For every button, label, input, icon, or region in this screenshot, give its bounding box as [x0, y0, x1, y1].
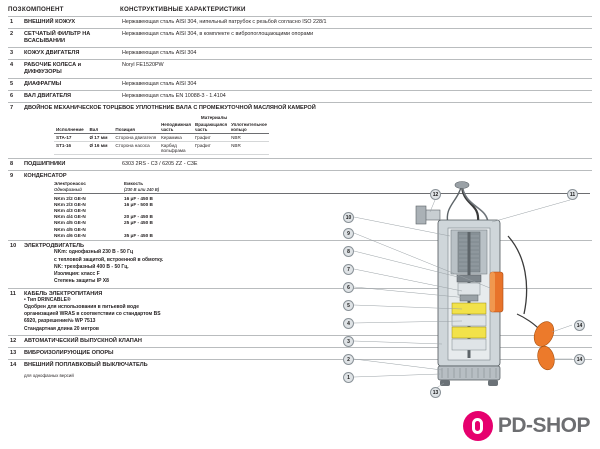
callout-9: 9 [343, 228, 354, 239]
capacitor-value [124, 208, 194, 213]
capacitor-value: 16 μF - 450 B [124, 195, 153, 201]
seal-mat-oring: NBR [229, 142, 269, 155]
seal-head-row-1 [54, 114, 269, 121]
header-pos: ПОЗ. [8, 6, 24, 13]
row-value: Нержавеющая сталь AISI 304 [120, 78, 592, 90]
seal-mat-fixed: Карбид вольфрама [159, 142, 193, 155]
capacitor-model: NKm 4/5 GE-N [54, 226, 86, 232]
row-component: РАБОЧИЕ КОЛЕСА и ДИФФУЗОРЫ [22, 60, 120, 79]
seal-pos: Сторона двигателя [113, 134, 159, 142]
callout-7: 7 [343, 264, 354, 275]
callout-8: 8 [343, 246, 354, 257]
table-row [8, 47, 592, 59]
capacitor-value: 35 μF - 450 B [124, 232, 153, 238]
capacitor-value: 20 μF - 450 B [124, 214, 153, 220]
row-number: 14 [8, 359, 22, 370]
cable-line: • Тип DRINCABLE® [24, 296, 71, 303]
row-component: АВТОМАТИЧЕСКИЙ ВЫПУСКНОЙ КЛАПАН [22, 335, 592, 347]
table-row [8, 60, 592, 79]
seal-col-model: Исполнение [54, 114, 87, 134]
table-row [8, 78, 592, 90]
footnote: для однофазных версий [24, 372, 74, 378]
seal-col-pos: Позиция [113, 114, 159, 134]
row-component: ВИБРОИЗОЛИРУЮЩИЕ ОПОРЫ [22, 347, 592, 359]
brand-logo [463, 411, 590, 441]
table-row [8, 159, 592, 171]
motor-line-label: NK: [54, 263, 63, 270]
motor-line-text: Изоляция: класс F [54, 271, 100, 278]
row-value: Нержавеющая сталь AISI 304 [120, 47, 592, 59]
motor-line-text: с тепловой защитой, встроенной в обмотку. [54, 256, 164, 263]
seal-col-rotating: Вращающаяся часть [195, 122, 228, 132]
cable-line: Стандартная длина 20 метров [24, 325, 99, 332]
callout-14-upper: 14 [574, 320, 585, 331]
motor-line-text: однофазный 230 В - 50 Гц [67, 249, 134, 256]
callout-1: 1 [343, 372, 354, 383]
seal-shaft: Ø 17 мм [87, 134, 113, 142]
header-specs: КОНСТРУКТИВНЫЕ ХАРАКТЕРИСТИКИ [120, 6, 246, 13]
motor-line-text: Степень защиты IP X8 [54, 278, 109, 285]
capacitor-model: NKm 2/3 GE-N [54, 201, 86, 207]
seal-model: STA-17 [54, 134, 87, 142]
pump-drawing [312, 176, 596, 404]
seal-table [54, 114, 269, 155]
callout-11: 11 [567, 189, 578, 200]
capacitor-col-model-sub: Однофазный [54, 187, 82, 193]
seal-col-oring: Уплотнительное кольцо [229, 121, 269, 134]
row-value: Нержавеющая сталь AISI 304, нипельный патрубок с резьбой согласно ISO 228/1 [120, 17, 592, 29]
row-component: ВНЕШНИЙ КОЖУХ [22, 17, 120, 29]
row-number: 10 [8, 241, 22, 288]
capacitor-value: 25 μF - 450 B [124, 220, 153, 226]
capacitor-model: NKm 4/4 GE-N [54, 214, 86, 220]
row-number: 5 [8, 78, 22, 90]
row-number: 8 [8, 159, 22, 171]
callout-12: 12 [430, 189, 441, 200]
row-component: ВАЛ ДВИГАТЕЛЯ [22, 90, 120, 102]
row-number: 2 [8, 29, 22, 48]
capacitor-model: NKm 4/3 GE-N [54, 207, 86, 213]
cable-title: КАБЕЛЬ ЭЛЕКТРОПИТАНИЯ [24, 290, 103, 297]
seal-title: ДВОЙНОЕ МЕХАНИЧЕСКОЕ ТОРЦЕВОЕ УПЛОТНЕНИЕ ВАЛА С ПРОМЕЖУТОЧНОЙ МАСЛЯНОЙ КАМЕРОЙ [24, 105, 316, 111]
seal-row [54, 142, 269, 155]
callout-2: 2 [343, 354, 354, 365]
capacitor-model: NKm 4/6 GE-N [54, 232, 86, 238]
row-value: 6303 2RS - C3 / 6205 ZZ - C3E [120, 159, 592, 171]
table-row [8, 17, 592, 29]
pump-cutaway-figure [312, 176, 596, 404]
capacitor-col-value: Емкость [124, 181, 144, 187]
row-component: СЕТЧАТЫЙ ФИЛЬТР НА ВСАСЫВАНИИ [22, 29, 120, 48]
callout-6: 6 [343, 282, 354, 293]
seal-mat-rot: Графит [193, 142, 229, 155]
cable-line: Одобрен для использования в питьевой воде [24, 303, 139, 310]
row-value: Нержавеющая сталь AISI 304, в комплекте с вибропоглощающими опорами [120, 29, 592, 48]
seal-model: ST1-16 [54, 142, 87, 155]
motor-line-text: трехфазный 400 В - 50 Гц. [62, 263, 129, 270]
row-component: КОЖУХ ДВИГАТЕЛЯ [22, 47, 120, 59]
row-number: 11 [8, 288, 22, 335]
callout-3: 3 [343, 336, 354, 347]
callout-10: 10 [343, 212, 354, 223]
cable-line: организацией WRAS в соответствии со стандартом BS [24, 311, 161, 318]
row-component: ПОДШИПНИКИ [22, 159, 120, 171]
callout-4: 4 [343, 318, 354, 329]
motor-title: ЭЛЕКТРОДВИГАТЕЛЬ [24, 243, 85, 250]
row-number: 7 [8, 103, 22, 159]
table-row [8, 90, 592, 102]
seal-row [54, 134, 269, 142]
seal-col-fixed: Неподвижная часть [159, 121, 193, 134]
capacitor-value [124, 227, 194, 232]
row-number: 1 [8, 17, 22, 29]
row-value: Нержавеющая сталь EN 10088-3 - 1.4104 [120, 90, 592, 102]
capacitor-model: NKm 2/2 GE-N [54, 195, 86, 201]
table-header [8, 6, 592, 16]
row-number: 3 [8, 47, 22, 59]
cable-line: 6920, разрешение№ WP 7513 [24, 318, 96, 325]
seal-mat-rot: Графит [193, 134, 229, 142]
callout-5: 5 [343, 300, 354, 311]
seal-col-shaft: Вал [87, 114, 113, 134]
seal-pos: Сторона насоса [113, 142, 159, 155]
capacitor-col-model: Электронасос [54, 181, 86, 187]
capacitor-value: 16 μF - 500 B [124, 201, 153, 207]
seal-mat-fixed: Керамика [159, 134, 193, 142]
motor-line-label: NKm: [54, 249, 68, 256]
seal-section-cell [22, 103, 592, 159]
capacitor-col-value-sub: (230 В или 240 В) [124, 187, 160, 193]
callout-13: 13 [430, 387, 441, 398]
table-row-seal [8, 103, 592, 159]
row-number: 6 [8, 90, 22, 102]
logo-mark-icon [463, 411, 493, 441]
row-number: 4 [8, 60, 22, 79]
header-component: КОМПОНЕНТ [22, 6, 64, 13]
row-component: ДИАФРАГМЫ [22, 78, 120, 90]
capacitor-title: КОНДЕНСАТОР [24, 173, 67, 180]
callout-14-lower: 14 [574, 354, 585, 365]
row-component: ВНЕШНИЙ ПОПЛАВКОВЫЙ ВЫКЛЮЧАТЕЛЬ [22, 359, 592, 370]
seal-mat-oring: NBR [229, 134, 269, 142]
seal-col-materials: Материалы [200, 115, 228, 120]
capacitor-model: NKm 4/5 GE-N [54, 220, 86, 226]
row-number: 13 [8, 347, 22, 359]
table-row [8, 29, 592, 48]
logo-text: PD-SHOP [497, 414, 590, 437]
row-number: 12 [8, 335, 22, 347]
seal-shaft: Ø 16 мм [87, 142, 113, 155]
row-number: 9 [8, 171, 22, 241]
row-value: Noryl FE1520PW [120, 60, 592, 79]
